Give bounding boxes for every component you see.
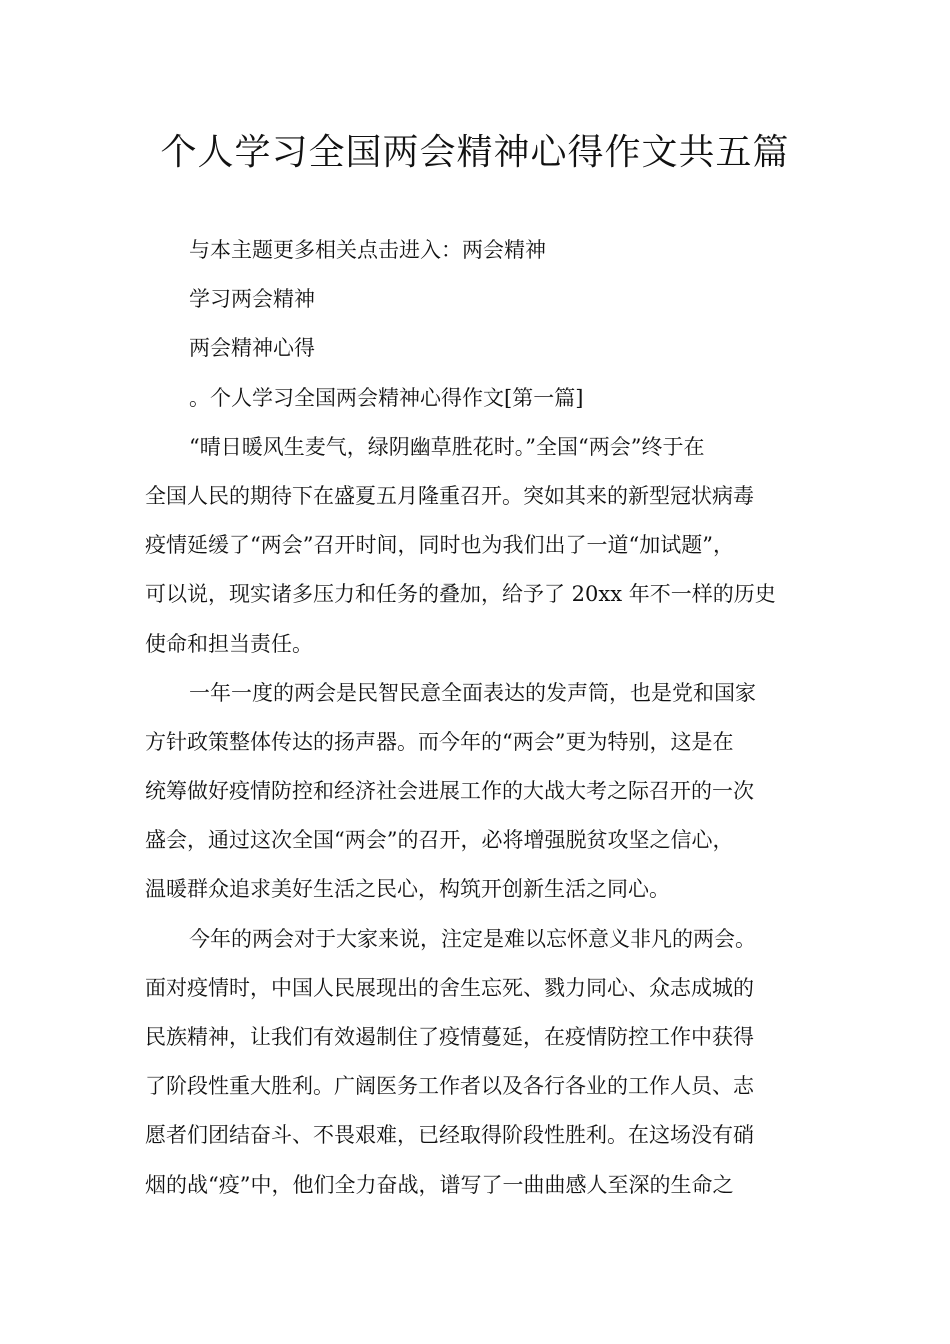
text-line: 愿者们团结奋斗、不畏艰难，已经取得阶段性胜利。在这场没有硝: [145, 1123, 754, 1148]
text-line: 方针政策整体传达的扬声器。而今年的“两会”更为特别，这是在: [145, 729, 734, 754]
text-line: 可以说，现实诸多压力和任务的叠加，给予了 20xx 年不一样的历史: [145, 582, 776, 607]
text-line: 学习两会精神: [189, 287, 315, 312]
document-title: 个人学习全国两会精神心得作文共五篇: [160, 132, 790, 173]
text-line: 。个人学习全国两会精神心得作文[第一篇]: [189, 385, 584, 410]
text-line: 民族精神，让我们有效遏制住了疫情蔓延，在疫情防控工作中获得: [145, 1025, 754, 1049]
text-line: 使命和担当责任。: [145, 631, 313, 656]
text-line: 烟的战“疫”中，他们全力奋战，谱写了一曲曲感人至深的生命之: [145, 1172, 734, 1197]
text-line: 统筹做好疫情防控和经济社会进展工作的大战大考之际召开的一次: [145, 779, 754, 804]
document-body: [145, 226, 810, 1210]
text-line: 全国人民的期待下在盛夏五月隆重召开。突如其来的新型冠状病毒: [145, 483, 754, 508]
text-line: 今年的两会对于大家来说，注定是难以忘怀意义非凡的两会。: [189, 926, 756, 951]
text-line: “晴日暖风生麦气，绿阴幽草胜花时。”全国“两会”终于在: [189, 434, 705, 459]
text-line: 温暖群众追求美好生活之民心，构筑开创新生活之同心。: [145, 877, 670, 902]
text-line: 盛会，通过这次全国“两会”的召开，必将增强脱贫攻坚之信心，: [145, 828, 734, 853]
text-line: 两会精神心得: [189, 336, 315, 361]
text-line: 疫情延缓了“两会”召开时间，同时也为我们出了一道“加试题”，: [145, 533, 734, 558]
text-line: 与本主题更多相关点击进入：两会精神: [189, 238, 546, 262]
text-line: 面对疫情时，中国人民展现出的舍生忘死、戮力同心、众志成城的: [145, 975, 754, 1000]
text-line: 了阶段性重大胜利。广阔医务工作者以及各行各业的工作人员、志: [145, 1074, 754, 1099]
text-line: 一年一度的两会是民智民意全面表达的发声筒，也是党和国家: [189, 680, 756, 705]
